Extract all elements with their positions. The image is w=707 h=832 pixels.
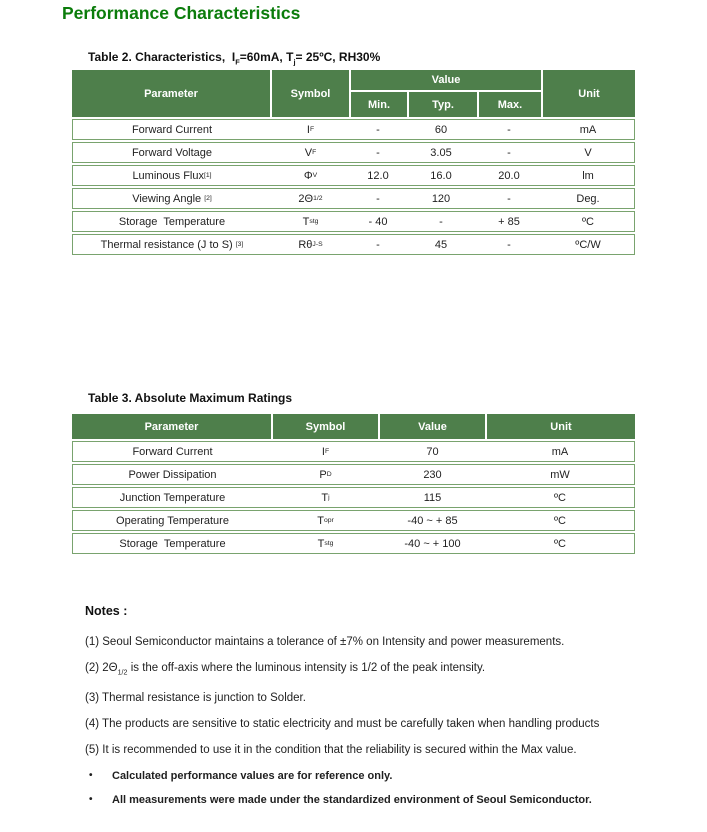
note-item: (2) $2\Theta_{1/2}$ is the off-axis where the luminous intensity is 1/2 of the peak intensity.	[85, 662, 486, 677]
table3-header-symbol: Symbol	[271, 414, 378, 439]
table2-row	[72, 165, 635, 186]
table2-body	[72, 119, 635, 255]
table2-cell-min: -	[376, 123, 380, 136]
table2-cell-symbol: T stg	[302, 215, 319, 228]
table2-header-value-group	[349, 70, 541, 117]
table2-cell-max: 20.0	[498, 169, 520, 182]
table3-cell-symbol: P D	[319, 468, 332, 481]
table2-row	[72, 119, 635, 140]
table2-cell-typ: 3.05	[430, 146, 452, 159]
table2-cell-min: -	[376, 238, 380, 251]
table3-cell-unit: mA	[551, 445, 569, 458]
table2-cell-max: -	[507, 123, 511, 136]
table2-cell-typ: 120	[431, 192, 451, 205]
table3-header-value: Value	[378, 414, 485, 439]
table2-cell-symbol: Rθ J-S	[298, 238, 323, 251]
table2-cell-typ: 45	[434, 238, 448, 251]
table2-cell-min: 12.0	[367, 169, 389, 182]
table2-cell-typ: -	[439, 215, 443, 228]
table2-row	[72, 211, 635, 232]
table3-row	[72, 533, 635, 554]
note-item: (3) Thermal resistance is junction to Solder.	[85, 692, 306, 705]
table2-cell-parameter: Viewing Angle [2]	[132, 192, 212, 205]
table3-body	[72, 441, 635, 554]
table2-header-typ: Typ.	[407, 92, 477, 117]
table3-cell-symbol: I F	[321, 445, 330, 458]
notes-list	[85, 635, 685, 759]
bullet-icon: •	[89, 794, 93, 806]
table2	[72, 70, 635, 255]
table3-cell-parameter: Junction Temperature	[119, 491, 226, 504]
table2-cell-unit: ºC/W	[575, 238, 601, 251]
table2-cell-max: -	[507, 192, 511, 205]
table3-cell-parameter: Power Dissipation	[128, 468, 217, 481]
table2-cell-max: + 85	[498, 215, 520, 228]
table3-row	[72, 464, 635, 485]
table3-cell-symbol: T opr	[317, 514, 334, 527]
table2-header-max: Max.	[477, 92, 541, 117]
table2-cell-parameter: Forward Current	[131, 123, 213, 136]
table3-row	[72, 441, 635, 462]
table3-row	[72, 487, 635, 508]
table3-header-parameter: Parameter	[144, 420, 199, 433]
notes-bullets	[85, 769, 685, 807]
table3-cell-parameter: Forward Current	[132, 445, 213, 458]
notes-heading: Notes :	[85, 604, 128, 618]
table2-header-symbol: Symbol	[270, 70, 349, 117]
table3-cell-parameter: Operating Temperature	[116, 514, 229, 527]
table2-header-min: Min.	[368, 98, 390, 111]
table2-header	[72, 70, 635, 117]
table2-cell-unit: mA	[579, 123, 597, 136]
bullet-icon: •	[89, 770, 93, 782]
table2-header-value: Value	[351, 70, 541, 92]
table2-header-minmax-row	[351, 92, 541, 117]
table2-cell-parameter: Thermal resistance (J to S) [3]	[100, 238, 244, 251]
table2-cell-symbol: I F	[306, 123, 315, 136]
bullet-text: All measurements were made under the standardized environment of Seoul Semiconductor.	[112, 794, 592, 807]
table3-header	[72, 414, 635, 439]
note-item: (5) It is recommended to use it in the condition that the reliability is secured within the Max value.	[85, 744, 577, 757]
table2-cell-unit: ºC	[582, 215, 594, 228]
table2-cell-min: -	[376, 146, 380, 159]
table2-cell-unit: Deg.	[576, 192, 600, 205]
table2-cell-min: -	[376, 192, 380, 205]
table3	[72, 414, 635, 554]
table3-cell-symbol: T j	[321, 491, 330, 504]
note-bullet-item	[85, 769, 685, 783]
table3-cell-unit: ºC	[554, 491, 566, 504]
table2-cell-symbol: 2Θ 1/2	[298, 192, 323, 205]
table2-cell-parameter: Forward Voltage	[131, 146, 213, 159]
table3-cell-value: -40 ~ + 100	[404, 537, 461, 550]
notes-section	[85, 604, 685, 817]
note-item: (1) Seoul Semiconductor maintains a tolerance of ±7% on Intensity and power measurements.	[85, 636, 565, 648]
table2-cell-symbol: V F	[304, 146, 317, 159]
table3-cell-unit: mW	[550, 468, 570, 481]
table2-cell-unit: V	[584, 146, 592, 159]
table2-cell-min: - 40	[368, 215, 388, 228]
table2-cell-parameter: Storage Temperature	[118, 215, 226, 228]
table3-cell-unit: ºC	[554, 537, 566, 550]
note-item: (4) The products are sensitive to static electricity and must be carefully taken when handling products	[85, 718, 600, 731]
table3-cell-value: -40 ~ + 85	[407, 514, 458, 527]
page-title: Performance Characteristics	[62, 3, 301, 23]
table2-caption: Table 2. Characteristics, $I_F=60mA$, $T_j=$ 25ºC, RH30%	[88, 50, 381, 67]
table3-cell-value: 230	[423, 468, 442, 481]
table2-cell-typ: 60	[434, 123, 448, 136]
table2-cell-unit: lm	[582, 169, 594, 182]
table2-row	[72, 188, 635, 209]
note-bullet-item	[85, 793, 685, 807]
table3-cell-unit: ºC	[554, 514, 566, 527]
table2-row	[72, 234, 635, 255]
table2-cell-parameter: Luminous Flux [1]	[132, 169, 212, 182]
table3-row	[72, 510, 635, 531]
table3-caption: Table 3. Absolute Maximum Ratings	[88, 391, 293, 405]
table3-cell-value: 70	[426, 445, 439, 458]
table2-header-parameter: Parameter	[144, 87, 198, 100]
table2-cell-max: -	[507, 146, 511, 159]
table2-row	[72, 142, 635, 163]
table3-header-unit: Unit	[485, 414, 635, 439]
table2-cell-max: -	[507, 238, 511, 251]
table2-cell-typ: 16.0	[430, 169, 452, 182]
table2-header-unit: Unit	[541, 70, 635, 117]
table2-cell-symbol: Φ V	[303, 169, 318, 182]
table3-cell-parameter: Storage Temperature	[119, 537, 226, 550]
table3-cell-value: 115	[423, 491, 442, 504]
table3-cell-symbol: T stg	[317, 537, 334, 550]
bullet-text: Calculated performance values are for reference only.	[112, 770, 393, 783]
